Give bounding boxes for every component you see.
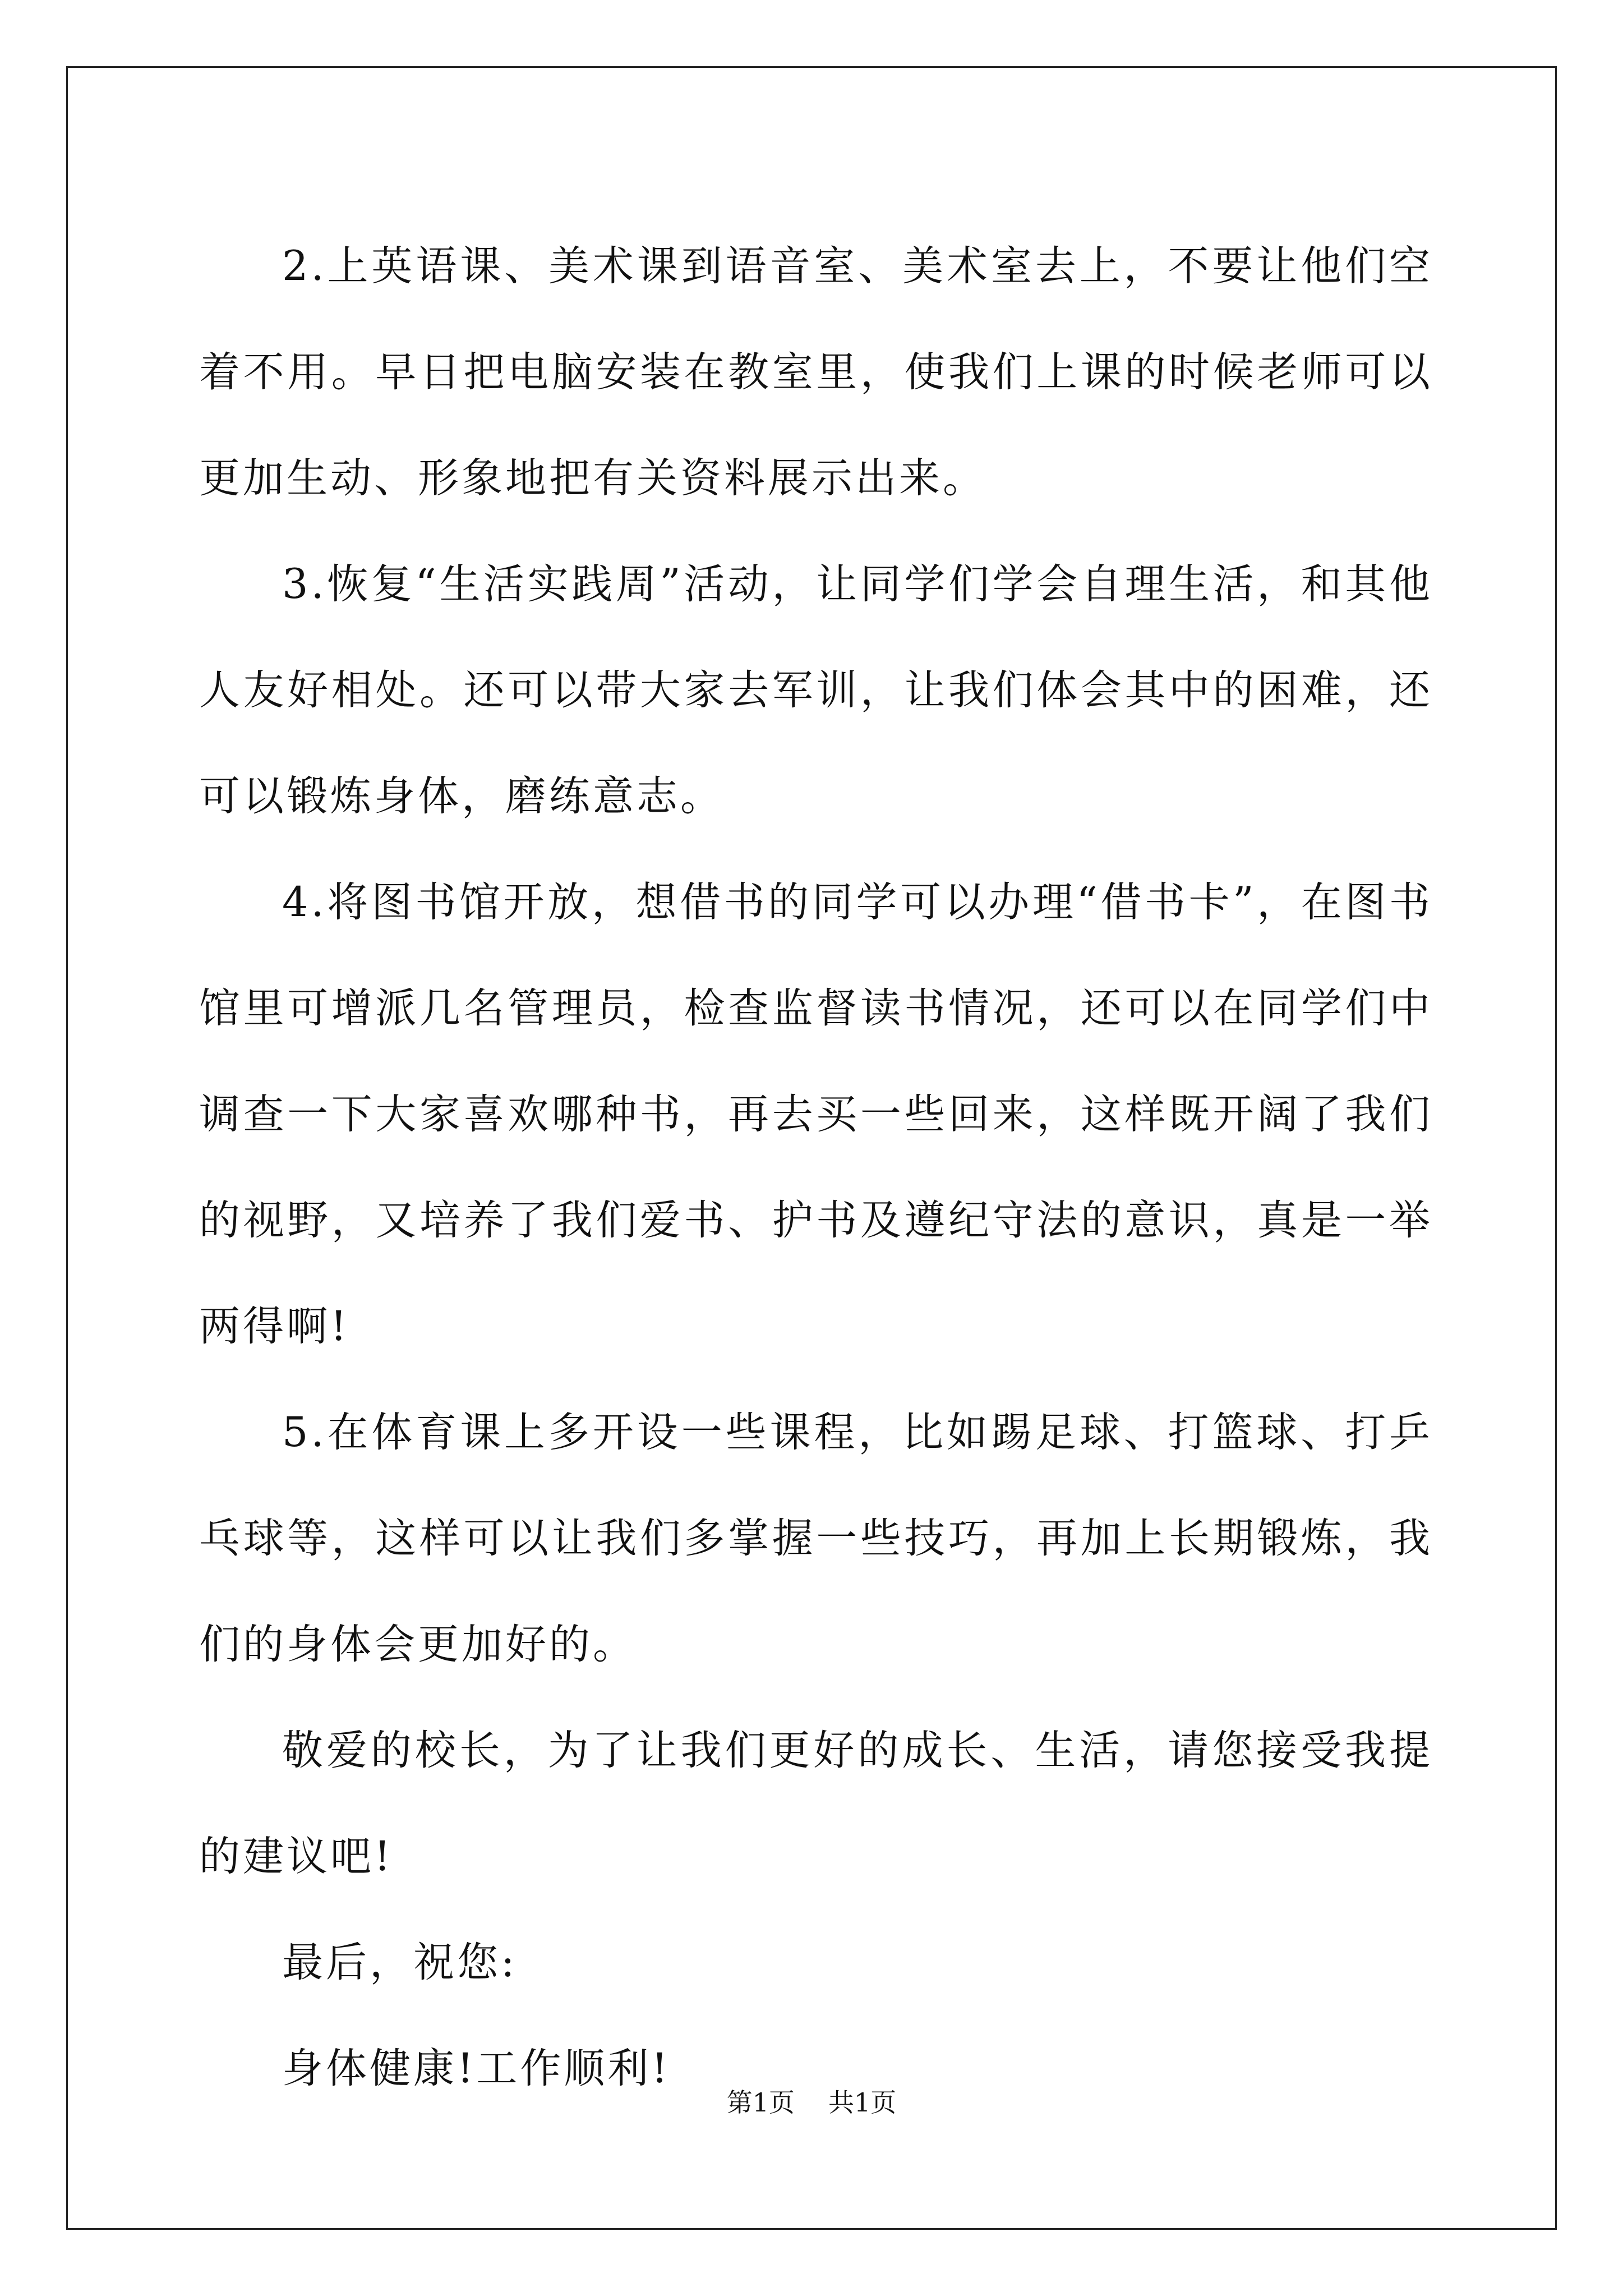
- closing-paragraph: 敬爱的校长，为了让我们更好的成长、生活，请您接受我提的建议吧!: [199, 1727, 1433, 1880]
- paragraph-item-4: 4.将图书馆开放，想借书的同学可以办理“借书卡”，在图书馆里可增派几名管理员，检查监督读书情况，还可以在同学们中调查一下大家喜欢哪种书，再去买一些回来，这样既开阔了我们的视野，又培养了我们爱书、护书及遵纪守法的意识，真是一举两得啊!: [199, 878, 1433, 1350]
- page-footer: [0, 2086, 1623, 2119]
- document-body: [199, 213, 1433, 2122]
- paragraph-item-2: 2.上英语课、美术课到语音室、美术室去上，不要让他们空着不用。早日把电脑安装在教室里，使我们上课的时候老师可以更加生动、形象地把有关资料展示出来。: [199, 242, 1433, 502]
- paragraph-item-5: 5.在体育课上多开设一些课程，比如踢足球、打篮球、打乒乓球等，这样可以让我们多掌握一些技巧，再加上长期锻炼，我们的身体会更加好的。: [199, 1409, 1433, 1668]
- salutation: 最后，祝您:: [282, 1939, 518, 1986]
- page-number-current: 第1页: [726, 2087, 795, 2118]
- wishes: 身体健康!工作顺利!: [282, 2045, 671, 2092]
- paragraph-item-3: 3.恢复“生活实践周”活动，让同学们学会自理生活，和其他人友好相处。还可以带大家去军训，让我们体会其中的困难，还可以锻炼身体，磨练意志。: [199, 560, 1433, 820]
- page-number-total: 共1页: [828, 2087, 897, 2118]
